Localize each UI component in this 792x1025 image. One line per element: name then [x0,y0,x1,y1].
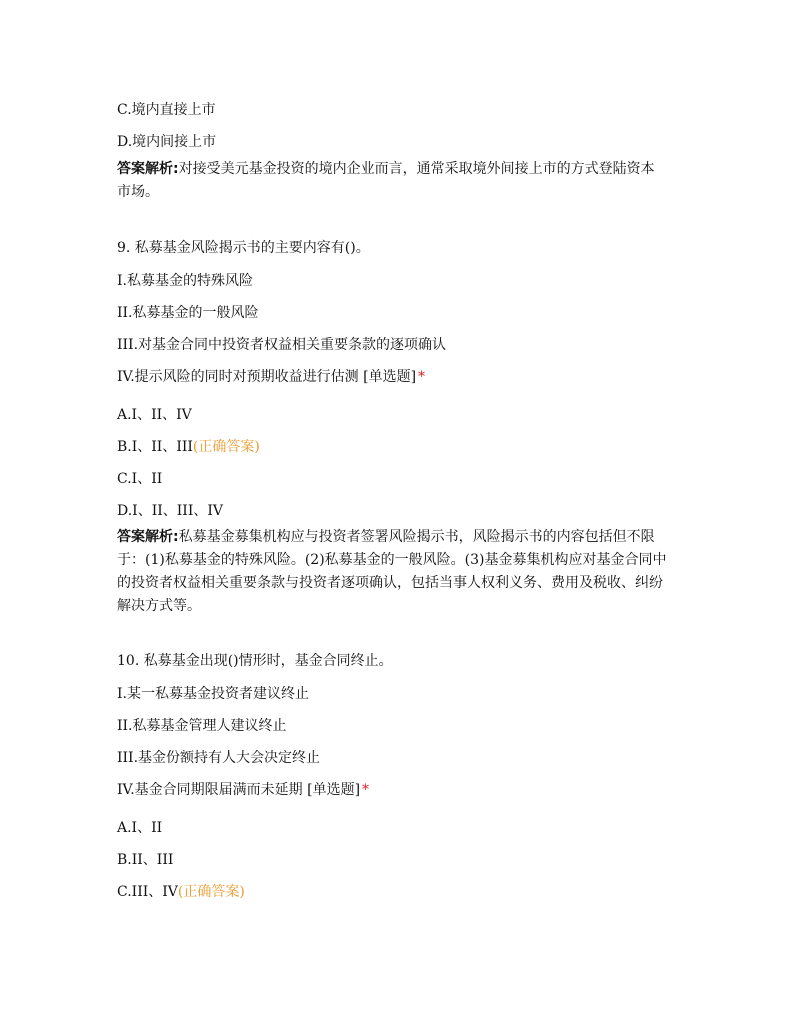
analysis-text: 对接受美元基金投资的境内企业而言，通常采取境外间接上市的方式登陆资本市场。 [117,161,655,200]
q9-option-a[interactable]: A.I、II、IV [117,407,192,423]
analysis-label: 答案解析: [117,529,179,545]
q10-option-b[interactable]: B.II、III [117,852,174,868]
q9-analysis [117,526,667,618]
analysis-text: 私募基金募集机构应与投资者签署风险揭示书，风险揭示书的内容包括但不限于：(1)私募基金的特殊风险。(2)私募基金的一般风险。(3)基金募集机构应对基金合同中的投资者权益相关重要条款与投资者逐项确认，包括当事人权利义务、费用及税收、纠纷解决方式等。 [117,529,667,614]
q9-last-statement: IV.提示风险的同时对预期收益进行估测 [117,369,359,385]
q9-title: 9. 私募基金风险揭示书的主要内容有()。 [117,240,370,256]
q9-option-d[interactable]: D.I、II、III、IV [117,503,223,519]
q9-option-b[interactable] [117,436,260,458]
required-mark: * [362,782,370,798]
q9-statement-2: II.私募基金的一般风险 [117,305,259,321]
q9-type-label: [单选题] [363,369,417,385]
q10-statement-2: II.私募基金管理人建议终止 [117,718,287,734]
q9-option-b-label: B.I、II、III [117,439,193,455]
q10-statement-1: I.某一私募基金投资者建议终止 [117,686,309,702]
prev-analysis [117,158,667,204]
correct-answer-tag: (正确答案) [177,884,245,900]
q9-statement-3: III.对基金合同中投资者权益相关重要条款的逐项确认 [117,337,447,353]
q10-statement-4 [117,779,369,801]
q9-statement-1: I.私募基金的特殊风险 [117,273,253,289]
correct-answer-tag: (正确答案) [192,439,260,455]
q10-last-statement: IV.基金合同期限届满而未延期 [117,782,303,798]
prev-option-d[interactable]: D.境内间接上市 [117,134,217,150]
analysis-label: 答案解析: [117,161,179,177]
required-mark: * [418,369,426,385]
q10-type-label: [单选题] [307,782,361,798]
q10-option-a[interactable]: A.I、II [117,820,163,836]
q9-statement-4 [117,366,425,388]
q9-option-c[interactable]: C.I、II [117,471,163,487]
q10-option-c[interactable] [117,881,245,903]
q10-option-c-label: C.III、IV [117,884,178,900]
q10-statement-3: III.基金份额持有人大会决定终止 [117,750,321,766]
q10-title: 10. 私募基金出现()情形时，基金合同终止。 [117,653,393,669]
prev-option-c[interactable]: C.境内直接上市 [117,102,216,118]
